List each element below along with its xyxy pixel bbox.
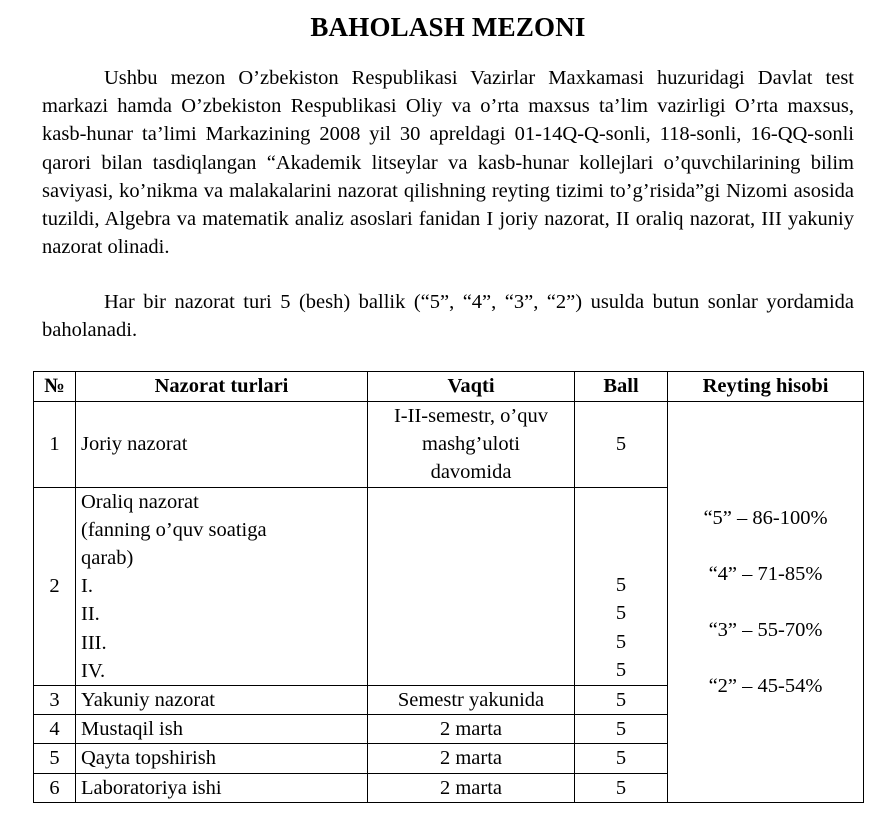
- header-rating: Reyting hisobi: [668, 372, 864, 402]
- row-time: Semestr yakunida: [368, 686, 575, 715]
- row-type: [76, 487, 368, 685]
- row-num: 4: [34, 715, 76, 744]
- header-ball: Ball: [575, 372, 668, 402]
- row-num: 6: [34, 773, 76, 802]
- row-ball: 5: [575, 715, 668, 744]
- header-type: Nazorat turlari: [76, 372, 368, 402]
- table-row: [34, 402, 864, 488]
- row-type: Qayta topshirish: [76, 744, 368, 773]
- ball-value: 5: [615, 658, 627, 681]
- row-ball: 5: [575, 773, 668, 802]
- type-line: III.: [81, 631, 107, 654]
- rating-5: “5” – 86-100%: [703, 506, 828, 529]
- table-header-row: [34, 372, 864, 402]
- row-ball: 5: [575, 686, 668, 715]
- header-num: №: [34, 372, 76, 402]
- ball-value: 5: [615, 602, 627, 625]
- ball-value: 5: [615, 574, 627, 597]
- ball-value: 5: [615, 630, 627, 653]
- row-ball: 5: [575, 744, 668, 773]
- rating-4: “4” – 71-85%: [708, 562, 823, 585]
- row-time: 2 marta: [368, 773, 575, 802]
- grading-table: [33, 371, 864, 803]
- row-balls: [575, 487, 668, 685]
- rating-2: “2” – 45-54%: [708, 674, 823, 697]
- row-num: 1: [34, 402, 76, 488]
- row-type: Mustaqil ish: [76, 715, 368, 744]
- intro-paragraph: Ushbu mezon O’zbekiston Respublikasi Vazirlar Maxkamasi huzuridagi Davlat test markazi hamda O’zbekiston Respublikasi Oliy va o’rta maxsus ta’lim vazirligi O’rta maxsus, kasb-hunar ta’limi Markazining 2008 yil 30 apreldagi 01-14Q-Q-sonli, 118-sonli, 16-QQ-sonli qarori bilan tasdiqlangan “Akademik litseylar va kasb-hunar kollejlari o’quvchilarining bilim saviyasi, ko’nikma va malakalarini nazorat qilishning reyting tizimi to’g’risida”gi Nizomi asosida tuzildi, Algebra va matematik analiz asoslari fanidan I joriy nazorat, II oraliq nazorat, III yakuniy nazorat olinadi.: [42, 67, 854, 259]
- row-num: 2: [34, 487, 76, 685]
- time-line: I-II-semestr, o’quv: [393, 405, 548, 427]
- grading-paragraph: Har bir nazorat turi 5 (besh) ballik (“5”, “4”, “3”, “2”) usulda butun sonlar yordamida baholanadi.: [42, 291, 854, 342]
- rating-3: “3” – 55-70%: [708, 618, 823, 641]
- row-ball: 5: [575, 402, 668, 488]
- row-time: 2 marta: [368, 715, 575, 744]
- row-type: Laboratoriya ishi: [76, 773, 368, 802]
- type-line: II.: [81, 603, 100, 626]
- row-type: Yakuniy nazorat: [76, 686, 368, 715]
- time-line: davomida: [430, 461, 512, 484]
- header-time: Vaqti: [368, 372, 575, 402]
- type-line: qarab): [81, 547, 134, 570]
- row-type: Joriy nazorat: [76, 402, 368, 488]
- row-time: [368, 402, 575, 488]
- row-time: 2 marta: [368, 744, 575, 773]
- type-line: I.: [81, 575, 93, 598]
- page-title: BAHOLASH MEZONI: [310, 12, 586, 42]
- type-line: IV.: [81, 659, 106, 682]
- type-line: (fanning o’quv soatiga: [81, 518, 267, 541]
- time-line: mashg’uloti: [422, 433, 520, 456]
- type-line: Oraliq nazorat: [81, 490, 199, 513]
- row-num: 3: [34, 686, 76, 715]
- row-time-empty: [368, 487, 575, 685]
- rating-scale: [668, 402, 864, 803]
- row-num: 5: [34, 744, 76, 773]
